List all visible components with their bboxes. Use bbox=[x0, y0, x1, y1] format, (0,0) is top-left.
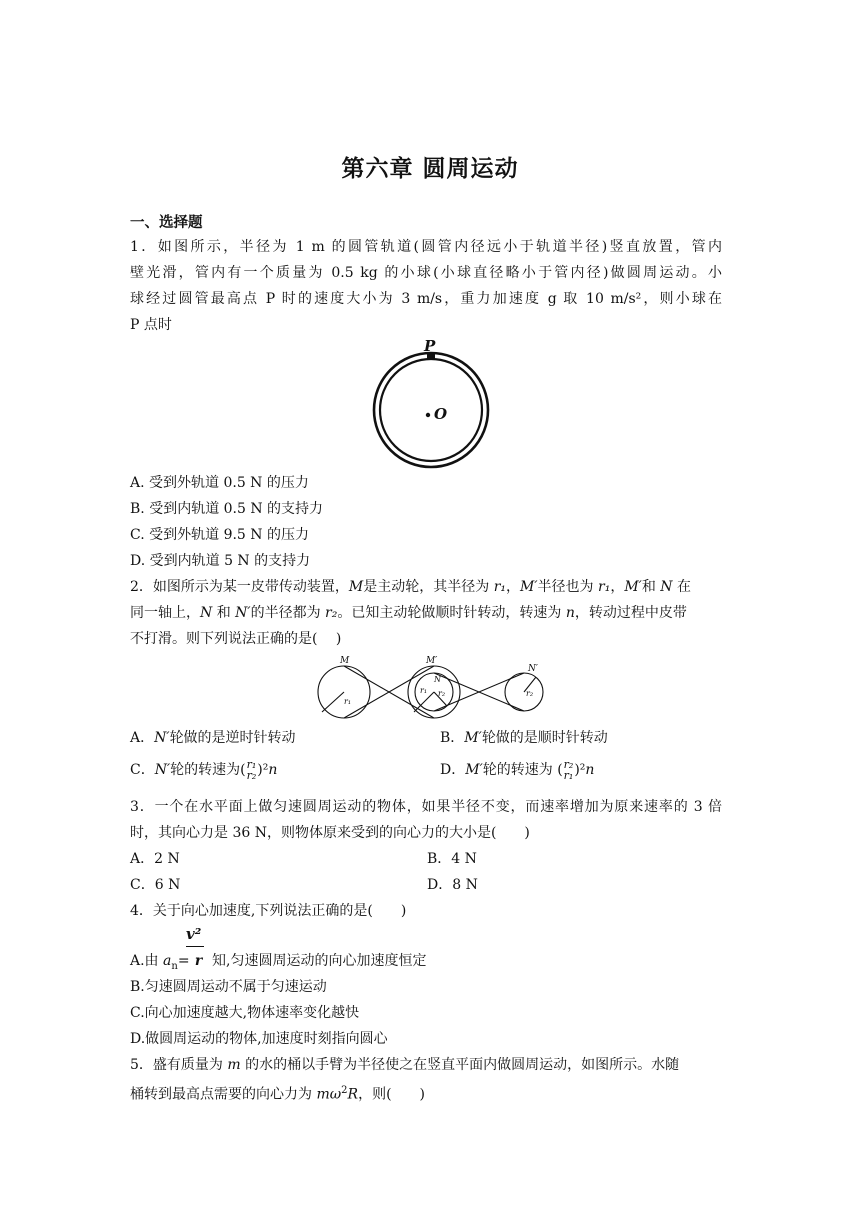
q4-option-d: D.做圆周运动的物体,加速度时刻指向圆心 bbox=[130, 1031, 388, 1047]
inner-track-circle bbox=[380, 359, 482, 461]
label-m: M bbox=[340, 656, 350, 666]
var-speed-n: n bbox=[565, 605, 575, 621]
q1-option-b: B. 受到内轨道 0.5 N 的支持力 bbox=[130, 501, 324, 517]
q1-option-a: A. 受到外轨道 0.5 N 的压力 bbox=[130, 475, 309, 491]
text: 同一轴上， bbox=[130, 605, 200, 621]
outer-track-circle bbox=[374, 353, 488, 467]
var-r2: r₂ bbox=[325, 605, 338, 621]
q1-stem-line-3: 球经过圆管最高点 P 时的速度大小为 3 m/s，重力加速度 g 取 10 m/s²，则小球在 bbox=[130, 291, 722, 307]
text: 在 bbox=[672, 579, 691, 595]
option-label: C． bbox=[130, 762, 155, 778]
text: 。已知主动轮做顺时针转动，转速为 bbox=[337, 605, 566, 621]
var-speed-n: n bbox=[268, 762, 278, 778]
var-n-prime: N′ bbox=[154, 730, 170, 746]
text: 半径也为 bbox=[537, 579, 598, 595]
fraction bbox=[247, 759, 257, 781]
option-text: 轮做的是顺时针转动 bbox=[481, 730, 608, 746]
q2-option-d bbox=[440, 759, 594, 781]
center-dot bbox=[426, 413, 430, 417]
fraction-denominator: r₁ bbox=[563, 769, 574, 782]
label-r1-inner: r₁ bbox=[420, 686, 428, 695]
var-m: M bbox=[348, 579, 364, 595]
text: 是主动轮，其半径为 bbox=[363, 579, 494, 595]
option-label: B． bbox=[440, 730, 465, 746]
point-p-label: P bbox=[424, 337, 436, 355]
fraction-numerator: r₂ bbox=[563, 758, 574, 771]
q2-stem-line-2 bbox=[130, 602, 687, 624]
text: 桶转到最高点需要的向心力为 bbox=[130, 1086, 317, 1103]
q3-stem-line-1: 3．一个在水平面上做匀速圆周运动的物体，如果半径不变，而速率增加为原来速率的 3 倍 bbox=[130, 799, 722, 815]
text: 和 bbox=[212, 605, 236, 621]
q1-option-d: D. 受到内轨道 5 N 的支持力 bbox=[130, 553, 311, 569]
q3-stem-line-2: 时，其向心力是 36 N，则物体原来受到的向心力的大小是( ) bbox=[130, 825, 530, 841]
var-m: m bbox=[227, 1057, 241, 1073]
fraction bbox=[564, 759, 574, 781]
label-r2: r₂ bbox=[526, 689, 534, 698]
var-m: m bbox=[316, 1086, 330, 1103]
q2-belt-figure bbox=[314, 652, 564, 724]
option-label: A． bbox=[130, 730, 155, 746]
q1-option-c: C. 受到外轨道 9.5 N 的压力 bbox=[130, 527, 309, 543]
fraction-numerator: r₁ bbox=[246, 758, 257, 771]
radius-line-m-prime bbox=[414, 692, 434, 712]
q2-option-b bbox=[440, 727, 608, 749]
var-n-prime: N′ bbox=[235, 605, 251, 621]
option-text: A.由 bbox=[130, 953, 164, 969]
option-text: )² bbox=[257, 762, 269, 778]
var-n-wheel: N bbox=[660, 579, 673, 595]
label-r2-inner: r₂ bbox=[438, 689, 446, 698]
superscript: 2 bbox=[341, 1085, 348, 1096]
text: 的水的桶以手臂为半径使之在竖直平面内做圆周运动，如图所示。水随 bbox=[240, 1057, 680, 1073]
q4-option-c: C.向心加速度越大,物体速率变化越快 bbox=[130, 1005, 360, 1021]
q3-option-a: A．2 N bbox=[130, 851, 180, 867]
var-m-prime: M′ bbox=[464, 730, 482, 746]
var-r: R bbox=[347, 1086, 359, 1103]
q3-option-d: D．8 N bbox=[427, 877, 478, 893]
radius-line-m bbox=[322, 692, 344, 712]
fraction-denominator: r₂ bbox=[246, 769, 257, 782]
option-text: 轮的转速为( bbox=[170, 762, 246, 778]
fraction-denominator: r bbox=[194, 953, 203, 969]
subscript-n: n bbox=[171, 960, 178, 972]
q5-stem-line-1 bbox=[130, 1054, 679, 1076]
var-r1: r₁ bbox=[598, 579, 611, 595]
text: 5．盛有质量为 bbox=[130, 1057, 228, 1073]
q4-fraction-numerator: v² bbox=[186, 925, 202, 943]
var-r1: r₁ bbox=[493, 579, 507, 595]
option-text: 轮的转速为 ( bbox=[482, 762, 563, 778]
section-heading: 一、选择题 bbox=[130, 215, 203, 231]
var-n-wheel: N bbox=[200, 605, 213, 621]
equals-sign: = bbox=[177, 953, 190, 969]
text: ， bbox=[610, 579, 625, 595]
var-m-prime: M′ bbox=[465, 762, 483, 778]
var-speed-n: n bbox=[585, 762, 595, 778]
q1-stem-line-4: P 点时 bbox=[130, 317, 172, 333]
var-m-prime: M′ bbox=[624, 579, 642, 595]
q4-option-a bbox=[130, 950, 426, 978]
text: ，则( ) bbox=[358, 1086, 426, 1103]
fraction-bar bbox=[186, 946, 204, 947]
q1-ring-figure bbox=[365, 336, 495, 476]
text: 的半径都为 bbox=[250, 605, 326, 621]
page-title: 第六章 圆周运动 bbox=[341, 156, 519, 182]
q1-stem-line-2: 壁光滑，管内有一个质量为 0.5 kg 的小球(小球直径略小于管内径)做圆周运动。小 bbox=[130, 265, 722, 281]
q2-option-a bbox=[130, 727, 296, 749]
q2-stem-line-3: 不打滑。则下列说法正确的是( ) bbox=[130, 631, 342, 647]
q2-stem-line-1 bbox=[130, 576, 691, 598]
label-n-prime: N′ bbox=[528, 664, 538, 674]
var-omega: ω bbox=[329, 1086, 342, 1103]
q3-option-c: C．6 N bbox=[130, 877, 181, 893]
option-label: D． bbox=[440, 762, 466, 778]
option-text: 知,匀速圆周运动的向心加速度恒定 bbox=[207, 953, 427, 969]
q2-option-c bbox=[130, 759, 277, 781]
text: 2．如图所示为某一皮带传动装置， bbox=[130, 579, 349, 595]
text: 和 bbox=[641, 579, 661, 595]
var-a: a bbox=[163, 953, 172, 969]
var-m-prime: M′ bbox=[520, 579, 538, 595]
q3-option-b: B．4 N bbox=[427, 851, 477, 867]
q4-option-b: B.匀速圆周运动不属于匀速运动 bbox=[130, 979, 327, 995]
text: ，转动过程中皮带 bbox=[574, 605, 687, 621]
text: ， bbox=[506, 579, 521, 595]
q4-stem: 4．关于向心加速度,下列说法正确的是( ) bbox=[130, 903, 407, 919]
center-o-label: O bbox=[434, 405, 448, 423]
var-n-prime: N′ bbox=[154, 762, 171, 778]
option-text: )² bbox=[574, 762, 586, 778]
label-n: N bbox=[434, 675, 441, 684]
q1-stem-line-1: 1．如图所示，半径为 1 m 的圆管轨道(圆管内径远小于轨道半径)竖直放置，管内 bbox=[130, 239, 722, 255]
option-text: 轮做的是逆时针转动 bbox=[169, 730, 296, 746]
q5-stem-line-2 bbox=[130, 1080, 425, 1106]
label-r1: r₁ bbox=[344, 697, 352, 706]
label-m-prime: M′ bbox=[426, 656, 438, 666]
